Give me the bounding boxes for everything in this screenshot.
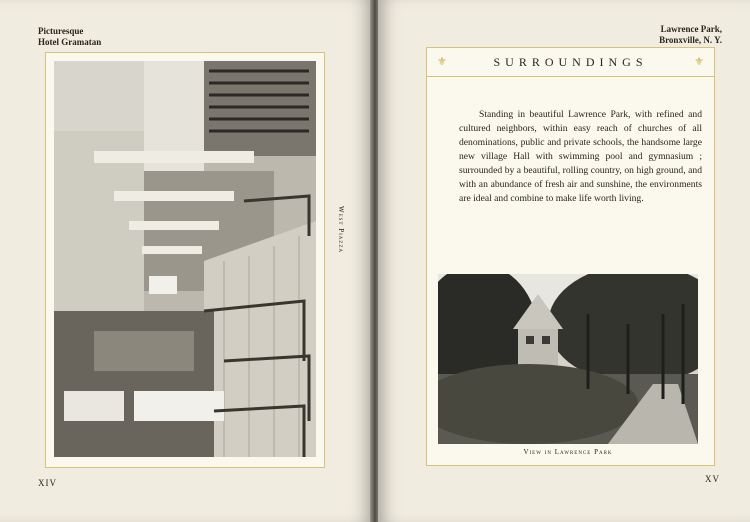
fleur-de-lis-icon: ⚜ [694,56,704,68]
content-frame [426,47,715,466]
section-title: SURROUNDINGS [493,55,648,69]
lawrence-park-photo [438,274,698,444]
piazza-illustration [54,61,316,457]
park-illustration [438,274,698,444]
header-line: Picturesque [38,26,84,36]
right-page [378,0,750,522]
photo-caption: View in Lawrence Park [523,448,613,456]
photo-frame [45,52,325,468]
header-line: Bronxville, N. Y. [659,35,722,45]
left-page [0,0,372,522]
fleur-de-lis-icon: ⚜ [437,56,447,68]
header-line: Hotel Gramatan [38,37,102,47]
photo-caption-vertical: West Piazza [337,206,345,254]
page-number: XV [705,474,720,484]
page-number: XIV [38,478,57,488]
body-paragraph: Standing in beautiful Lawrence Park, with refined and cultured neighbors, within easy reach of churches of all denominations, public and private schools, the handsome large new village Hall with swimming pool and gymnasium ; surrounded by a beautiful, rolling country, on high ground, and with an abundance of fresh air and sunshine, the environments are ideal and combine to make life worth living. [459,109,702,204]
left-running-header [38,26,101,48]
west-piazza-photo [54,61,316,457]
right-running-header [659,24,722,46]
header-line: Lawrence Park, [660,24,722,34]
title-bar [427,48,714,77]
